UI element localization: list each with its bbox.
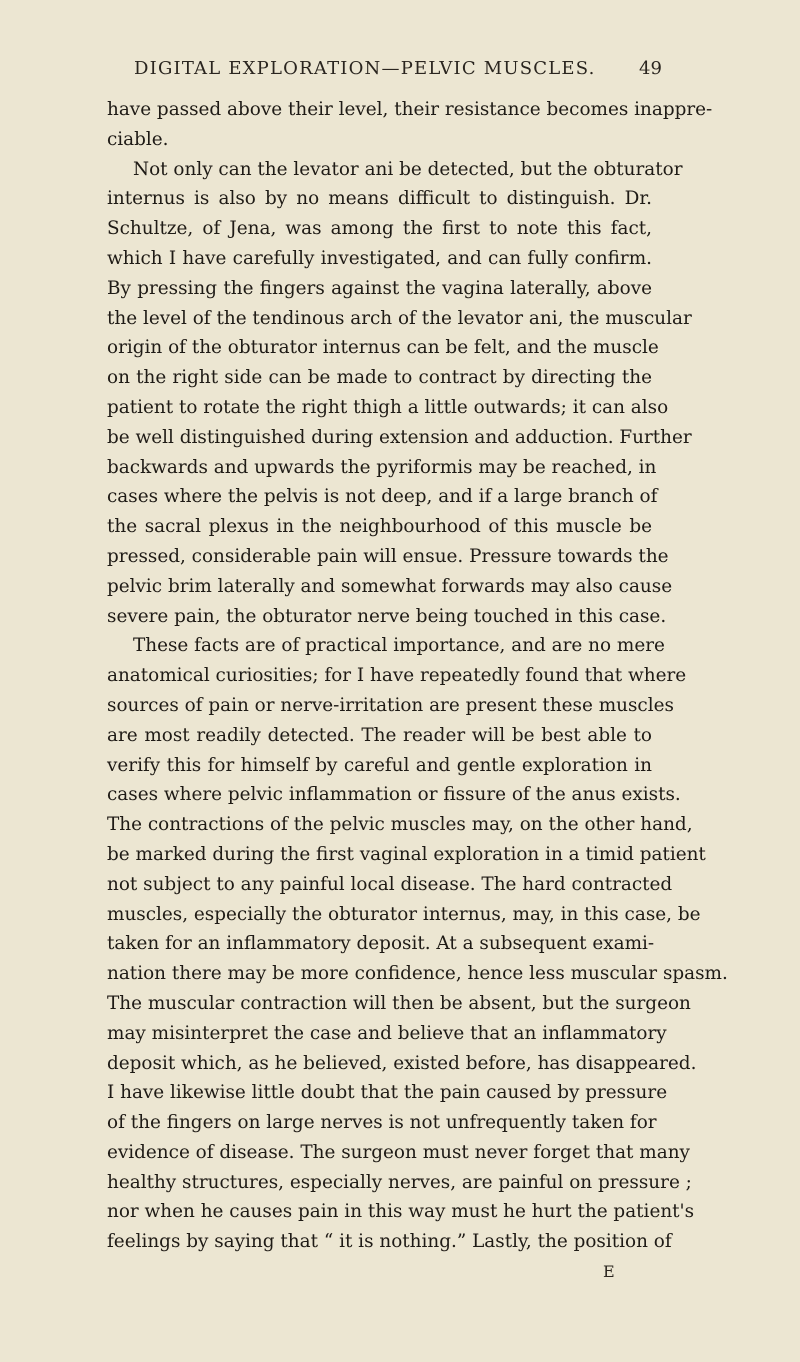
text-line: These facts are of practical importance, and are no mere <box>133 635 665 657</box>
text-line: anatomical curiosities; for I have repeatedly found that where <box>107 665 687 687</box>
text-line: be marked during the first vaginal exploration in a timid patient <box>107 843 706 865</box>
text-line: By pressing the fingers against the vagina laterally, above <box>107 277 652 299</box>
body-text <box>107 95 728 1257</box>
running-head <box>0 58 800 88</box>
text-line: patient to rotate the right thigh a little outwards; it can also <box>107 396 669 418</box>
text-line: backwards and upwards the pyriformis may be reached, in <box>107 456 657 478</box>
text-line: severe pain, the obturator nerve being touched in this case. <box>107 605 667 627</box>
text-line: nation there may be more confidence, hence less muscular spasm. <box>107 963 728 985</box>
text-line: healthy structures, especially nerves, are painful on pressure ; <box>107 1171 692 1193</box>
text-line: on the right side can be made to contract by directing the <box>107 367 652 389</box>
text-line: cases where the pelvis is not deep, and if a large branch of <box>107 486 658 508</box>
text-line: of the fingers on large nerves is not unfrequently taken for <box>107 1112 657 1134</box>
text-line: have passed above their level, their resistance becomes inappre- <box>107 99 713 120</box>
text-line: feelings by saying that “ it is nothing.” Lastly, the position of <box>107 1231 672 1253</box>
text-line: Schultze, of Jena, was among the first to note this fact, <box>107 218 652 240</box>
text-line: nor when he causes pain in this way must he hurt the patient's <box>107 1201 695 1223</box>
text-line: taken for an inflammatory deposit. At a subsequent exami- <box>107 933 655 955</box>
text-line: sources of pain or nerve-irritation are present these muscles <box>107 694 674 716</box>
text-line: The muscular contraction will then be absent, but the surgeon <box>107 992 691 1014</box>
text-line: which I have carefully investigated, and can fully confirm. <box>107 247 652 269</box>
page-number: 49 <box>639 58 662 79</box>
text-line: ciable. <box>107 128 169 150</box>
text-line: may misinterpret the case and believe that an inflammatory <box>107 1022 667 1044</box>
text-line: The contractions of the pelvic muscles may, on the other hand, <box>107 814 693 836</box>
text-line: evidence of disease. The surgeon must never forget that many <box>107 1141 690 1163</box>
text-line: the level of the tendinous arch of the levator ani, the muscular <box>107 307 692 329</box>
text-line: origin of the obturator internus can be felt, and the muscle <box>107 337 659 359</box>
text-line: pelvic brim laterally and somewhat forwards may also cause <box>107 575 673 597</box>
text-line: not subject to any painful local disease. The hard contracted <box>107 873 673 895</box>
text-line: pressed, considerable pain will ensue. Pressure towards the <box>107 545 669 567</box>
text-line: be well distinguished during extension and adduction. Further <box>107 426 692 448</box>
text-line: are most readily detected. The reader will be best able to <box>107 724 652 746</box>
running-title: DIGITAL EXPLORATION—PELVIC MUSCLES. <box>134 58 596 79</box>
text-line: I have likewise little doubt that the pain caused by pressure <box>107 1082 668 1104</box>
text-line: cases where pelvic inflammation or fissure of the anus exists. <box>107 784 681 806</box>
signature-mark: E <box>603 1262 615 1281</box>
text-line: deposit which, as he believed, existed before, has disappeared. <box>107 1052 697 1074</box>
text-line: muscles, especially the obturator internus, may, in this case, be <box>107 903 701 925</box>
text-line: Not only can the levator ani be detected, but the obturator <box>133 158 683 180</box>
text-line: the sacral plexus in the neighbourhood of this muscle be <box>107 516 652 538</box>
text-line: verify this for himself by careful and gentle exploration in <box>107 754 652 776</box>
text-line: internus is also by no means difficult to distinguish. Dr. <box>107 188 652 210</box>
